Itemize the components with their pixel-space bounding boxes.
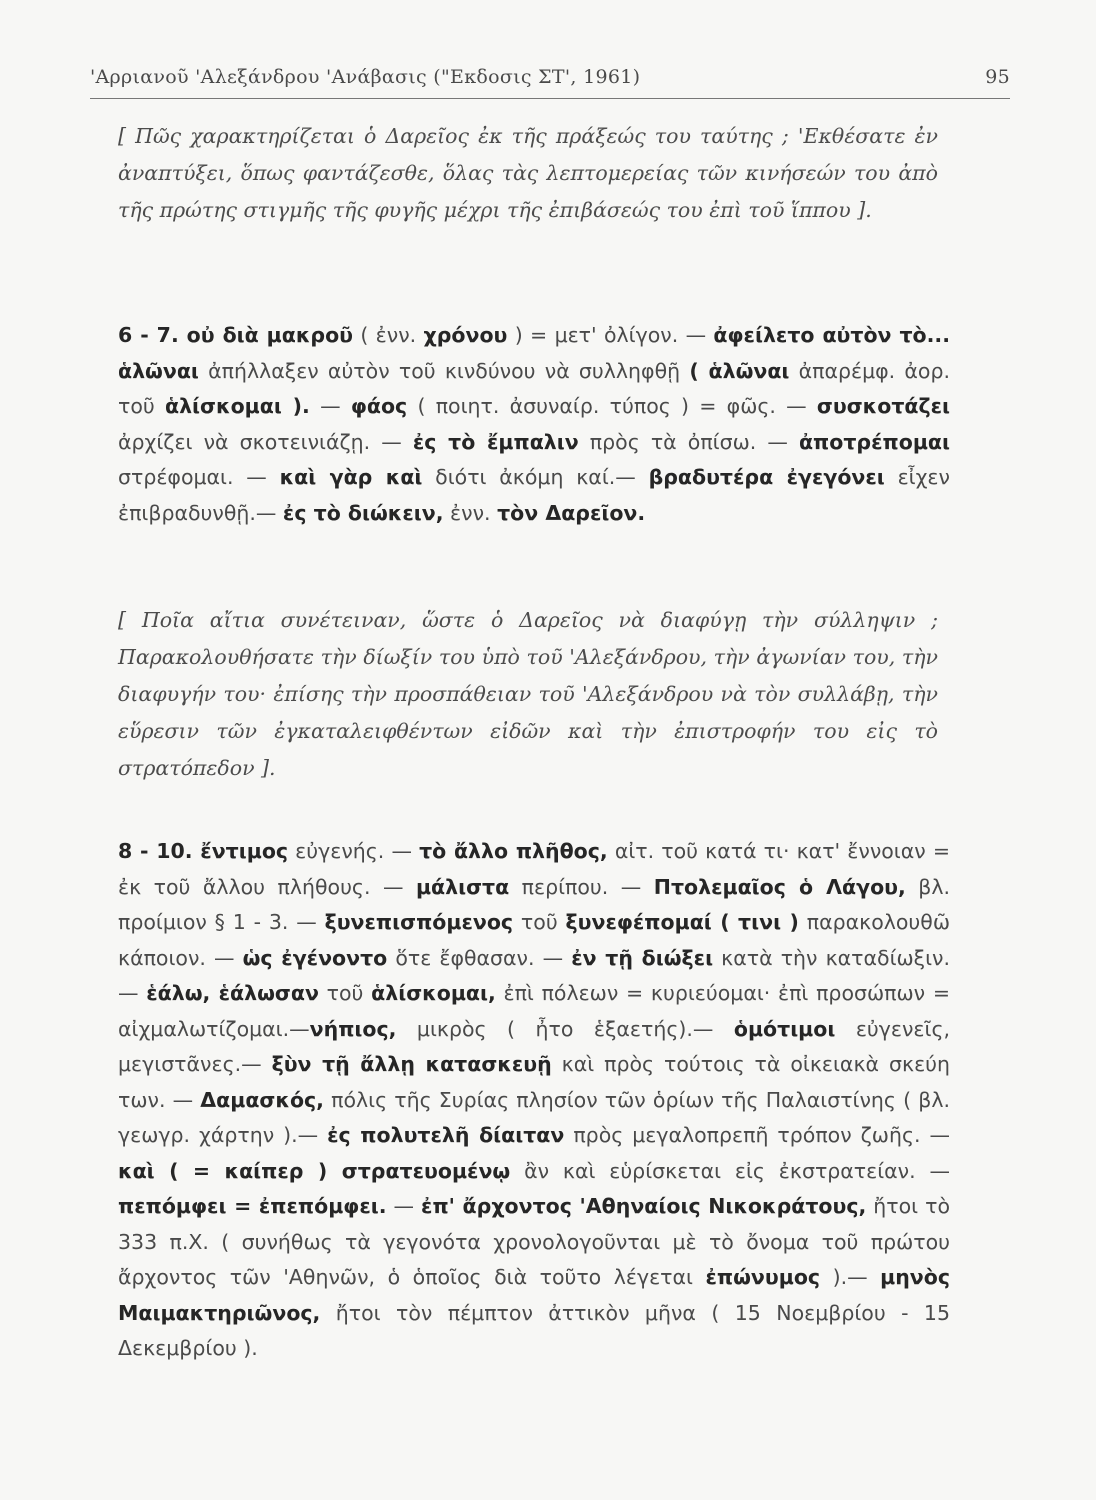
gloss-lemma: ( ἁλῶναι — [689, 358, 790, 383]
gloss-lemma: 6 - 7. οὐ διὰ μακροῦ — [118, 323, 354, 347]
gloss-lemma: πεπόμφει = ἐπεπόμφει. — [118, 1194, 387, 1218]
gloss-lemma: ἐπ' ἄρχοντος 'Αθηναίοις Νικοκράτους, — [421, 1194, 867, 1218]
gloss-text: ἐπὶ πόλεων = κυριεύομαι· ἐπὶ προσώπων = αἰχμαλωτίζομαι.— — [118, 981, 951, 1041]
gloss-text: ἀπήλλαξεν αὐτὸν τοῦ κινδύνου νὰ συλληφθῇ — [198, 358, 690, 383]
gloss-text: βλ. προίμιον § 1 - 3. — — [118, 874, 951, 934]
gloss-lemma: μάλιστα — [415, 874, 510, 899]
gloss-lemma: νήπιος, — [309, 1016, 397, 1041]
gloss-lemma: χρόνου — [423, 323, 508, 347]
running-header — [90, 66, 1010, 88]
gloss-text: — — [386, 1194, 422, 1218]
gloss-text: ( ποιητ. ἀσυναίρ. τύπος ) = φῶς. — — [407, 394, 817, 418]
study-question-1: [ Πῶς χαρακτηρίζεται ὁ Δαρεῖος ἐκ τῆς πράξεώς του ταύτης ; 'Εκθέσατε ἐν ἀναπτύξει, ὅπως φαντάζεσθε, ὅλας τὰς λεπτομερείας τῶν κινήσεών του ἀπὸ τῆς πρώτης στιγμῆς τῆς φυγῆς μέχρι τῆς ἐπιβάσεώς του ἐπὶ τοῦ ἵππου ]. — [118, 124, 938, 222]
gloss-lemma: βραδυτέρα ἐγεγόνει — [648, 465, 885, 489]
gloss-lemma: ξὺν τῇ ἄλλῃ κατασκευῇ — [271, 1052, 552, 1076]
gloss-text: πρὸς τὰ ὀπίσω. — — [578, 429, 799, 454]
gloss-text: αἰτ. τοῦ κατά τι· κατ' ἔννοιαν = ἐκ τοῦ ἄλλου πλήθους. — — [118, 839, 951, 899]
gloss-lemma: φάος — [350, 394, 408, 418]
gloss-lemma: συσκοτάζει — [816, 394, 951, 418]
gloss-text: ἐνν. — [443, 500, 498, 525]
gloss-text: περίπου. — — [509, 874, 654, 899]
gloss-text: εἶχεν ἐπιβραδυνθῇ.— — [118, 465, 950, 525]
gloss-text: ἀρχίζει νὰ σκοτεινιάζῃ. — — [118, 429, 413, 454]
gloss-text: εὐγενεῖς, μεγιστᾶνες.— — [118, 1016, 950, 1076]
gloss-text: ( ἐνν. — [353, 323, 424, 347]
gloss-lemma: καὶ ( = καίπερ ) στρατευομένῳ — [118, 1158, 511, 1183]
gloss-lemma: 8 - 10. ἔντιμος — [118, 839, 289, 863]
gloss-text: τοῦ — [513, 910, 566, 934]
gloss-section-6-7 — [118, 318, 950, 531]
gloss-lemma: ἐς πολυτελῆ δίαιταν — [327, 1123, 565, 1147]
gloss-lemma: ἁλίσκομαι ). — [165, 394, 310, 418]
gloss-text: εὐγενής. — — [288, 839, 420, 863]
gloss-lemma: τὸ ἄλλο πλῆθος, — [419, 839, 608, 863]
study-question-2: [ Ποῖα αἴτια συνέτειναν, ὥστε ὁ Δαρεῖος νὰ διαφύγῃ τὴν σύλληψιν ; Παρακολουθήσατε τὴν δίωξίν του ὑπὸ τοῦ 'Αλεξάνδρου, τὴν ἀγωνίαν του, τὴν διαφυγήν του· ἐπίσης τὴν προσπάθειαν τοῦ 'Αλεξάνδρου νὰ τὸν συλλάβῃ, τὴν εὕρεσιν τῶν ἐγκαταλειφθέντων εἰδῶν καὶ τὴν ἐπιστροφήν του εἰς τὸ στρατόπεδον ]. — [118, 608, 938, 780]
gloss-lemma: ξυνεφέπομαί ( τινι ) — [565, 910, 799, 934]
gloss-lemma: καὶ γὰρ καὶ — [279, 465, 423, 489]
gloss-lemma: ἀφείλετο αὐτὸν τὸ... ἁλῶναι — [118, 323, 950, 383]
gloss-lemma: ὡς ἐγένοντο — [242, 945, 388, 970]
gloss-lemma: ἐπώνυμος — [705, 1265, 821, 1289]
running-title: 'Αρριανοῦ 'Αλεξάνδρου 'Ανάβασις ("Εκδοσις ΣΤ', 1961) — [90, 66, 641, 88]
gloss-text: ἀπαρέμφ. ἀορ. τοῦ — [118, 358, 950, 418]
gloss-lemma: Πτολεμαῖος ὁ Λάγου, — [653, 874, 906, 899]
gloss-text: μικρὸς ( ἦτο ἑξαετής).— — [396, 1016, 734, 1041]
gloss-text: ἤτοι τὸν πέμπτον ἀττικὸν μῆνα ( 15 Νοεμβρίου - 15 Δεκεμβρίου ). — [118, 1300, 950, 1360]
gloss-lemma: ἑάλω, ἑάλωσαν — [146, 981, 319, 1005]
gloss-lemma: ἀποτρέπομαι — [798, 429, 950, 454]
gloss-lemma: ξυνεπισπόμενος — [324, 910, 514, 934]
gloss-text: παρακολουθῶ κάποιον. — — [118, 910, 950, 970]
gloss-lemma: ὁμότιμοι — [733, 1016, 836, 1041]
gloss-lemma: μηνὸς Μαιμακτηριῶνος, — [118, 1265, 951, 1325]
gloss-text: διότι ἀκόμη καί.— — [422, 465, 649, 489]
gloss-lemma: ἁλίσκομαι, — [371, 981, 496, 1005]
gloss-text: στρέφομαι. — — [118, 465, 280, 489]
gloss-text: — — [309, 394, 351, 418]
gloss-text: ὅτε ἔφθασαν. — — [387, 945, 572, 970]
gloss-text: ) = μετ' ὀλίγον. — — [507, 323, 714, 347]
page-number: 95 — [985, 66, 1010, 88]
gloss-text: ἤτοι τὸ 333 π.Χ. ( συνήθως τὰ γεγονότα χρονολογοῦνται μὲ τὸ ὄνομα τοῦ πρώτου ἄρχοντος τῶν 'Αθηνῶν, ὁ ὁποῖος διὰ τοῦτο λέγεται — [118, 1194, 950, 1289]
gloss-lemma: τὸν Δαρεῖον. — [497, 500, 646, 525]
gloss-section-8-10 — [118, 834, 950, 1367]
gloss-lemma: ἐν τῇ διώξει — [571, 945, 714, 970]
gloss-text: τοῦ — [318, 981, 372, 1005]
gloss-text: ἂν καὶ εὑρίσκεται εἰς ἐκστρατείαν. — — [510, 1158, 950, 1183]
gloss-lemma: ἐς τὸ διώκειν, — [282, 500, 444, 525]
gloss-text: πρὸς μεγαλοπρεπῆ τρόπον ζωῆς. — — [564, 1123, 950, 1147]
gloss-lemma: ἐς τὸ ἔμπαλιν — [412, 429, 579, 454]
gloss-lemma: Δαμασκός, — [200, 1087, 324, 1112]
gloss-text: κατὰ τὴν καταδίωξιν. — — [118, 945, 951, 1005]
gloss-text: καὶ πρὸς τούτοις τὰ οἰκειακὰ σκεύη των. — — [118, 1052, 950, 1112]
gloss-text: ).— — [820, 1265, 881, 1289]
header-rule — [90, 98, 1010, 99]
gloss-text: πόλις τῆς Συρίας πλησίον τῶν ὁρίων τῆς Παλαιστίνης ( βλ. γεωγρ. χάρτην ).— — [118, 1087, 950, 1147]
